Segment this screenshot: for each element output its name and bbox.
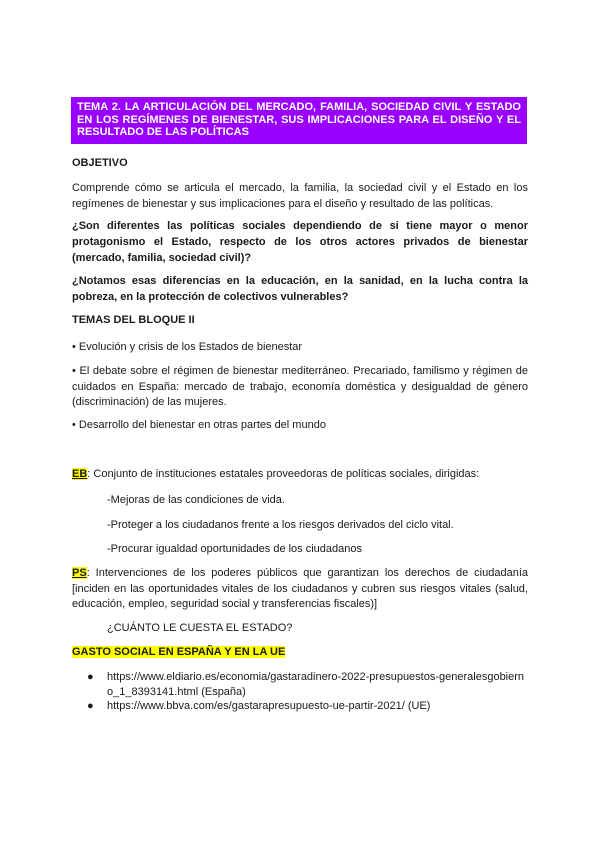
link-bbva[interactable]: https://www.bbva.com/es/gastarapresupuesto-ue-partir-2021/ (UE): [107, 700, 431, 712]
objetivo-heading: OBJETIVO: [72, 157, 128, 169]
temas-heading: TEMAS DEL BLOQUE II: [72, 314, 195, 326]
eb-text: : Conjunto de instituciones estatales proveedoras de políticas sociales, dirigidas:: [87, 468, 480, 480]
gasto-heading-line: [72, 645, 528, 660]
eb-label: EB: [72, 468, 88, 480]
ps-label: PS: [72, 567, 87, 579]
question-1: ¿Son diferentes las políticas sociales dependiendo de si tiene mayor o menor protagonismo el Estado, respecto de los otros actores privados de bienestar (mercado, familia, sociedad civil)?: [72, 220, 528, 264]
topic-title: TEMA 2. LA ARTICULACIÓN DEL MERCADO, FAMILIA, SOCIEDAD CIVIL Y ESTADO EN LOS REGÍMENES DE BIENESTAR, SUS IMPLICACIONES PARA EL DISEÑO Y EL RESULTADO DE LAS POLÍTICAS: [71, 97, 527, 144]
eb-definition: [72, 467, 528, 482]
tema-item: • Evolución y crisis de los Estados de bienestar: [72, 341, 303, 353]
question-2: ¿Notamos esas diferencias en la educación, en la sanidad, en la lucha contra la pobreza, en la protección de colectivos vulnerables?: [72, 275, 528, 303]
link-bullet: ●: [87, 671, 94, 683]
objetivo-text: Comprende cómo se articula el mercado, la familia, la sociedad civil y el Estado en los regímenes de bienestar y sus implicaciones para el diseño y resultado de las políticas.: [72, 182, 528, 210]
tema-item: • El debate sobre el régimen de bienestar mediterráneo. Precariado, familismo y régimen de cuidados en España: mercado de trabajo, economía doméstica y desigualdad de género (discriminación) de las mujeres.: [72, 365, 528, 408]
eb-item: -Proteger a los ciudadanos frente a los riesgos derivados del ciclo vital.: [107, 519, 454, 531]
eb-item: -Mejoras de las condiciones de vida.: [107, 494, 285, 506]
eb-item: -Procurar igualdad oportunidades de los ciudadanos: [107, 543, 363, 555]
gasto-heading: GASTO SOCIAL EN ESPAÑA Y EN LA UE: [72, 646, 286, 658]
link-bullet: ●: [87, 700, 94, 712]
cost-question: ¿CUÁNTO LE CUESTA EL ESTADO?: [107, 622, 293, 634]
link-eldiario[interactable]: https://www.eldiario.es/economia/gastaradinero-2022-presupuestos-generalesgobierno_1_8393141.html (España): [107, 671, 525, 698]
ps-definition: [72, 566, 528, 613]
tema-item: • Desarrollo del bienestar en otras partes del mundo: [72, 419, 326, 431]
ps-text: : Intervenciones de los poderes públicos que garantizan los derechos de ciudadanía [inciden en las oportunidades vitales de los ciudadanos y cubren sus riesgos vitales (salud, educación, empleo, seguridad social y transferencias fiscales)]: [72, 567, 528, 610]
